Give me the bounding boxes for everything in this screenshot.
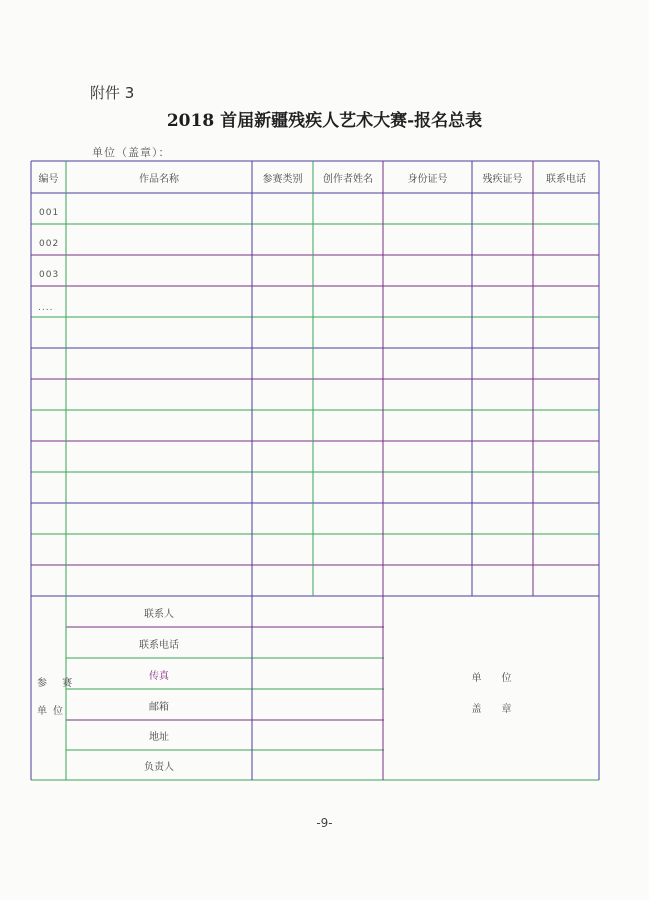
header-category: 参赛类别 (262, 174, 303, 185)
field-address: 地址 (149, 732, 169, 743)
field-email: 邮箱 (149, 701, 169, 713)
header-id-number: 身份证号 (407, 174, 448, 185)
header-work-name: 作品名称 (139, 174, 179, 185)
header-number: 编号 (38, 174, 59, 185)
field-contact-person: 联系人 (144, 608, 174, 620)
row-number: 002 (39, 239, 60, 249)
participant-label-bottom: 单位 (37, 706, 69, 717)
header-creator-name: 创作者姓名 (323, 174, 373, 185)
seal-stamp-text: 盖 章 (471, 703, 512, 715)
unit-seal-label: 单位（盖章）： (92, 146, 171, 159)
field-fax: 传真 (149, 670, 169, 682)
page-number: -9- (316, 816, 333, 830)
header-disability-cert: 残疾证号 (482, 174, 523, 185)
field-responsible-person: 负责人 (144, 762, 174, 773)
participant-label-top: 参 赛 (37, 678, 79, 689)
seal-unit-text: 单 位 (471, 672, 512, 684)
header-phone: 联系电话 (546, 174, 586, 185)
page-title: 2018 首届新疆残疾人艺术大赛-报名总表 (166, 111, 483, 131)
row-number: .... (38, 303, 54, 313)
attachment-label: 附件 3 (90, 84, 135, 102)
field-contact-phone: 联系电话 (139, 639, 179, 651)
row-number: 003 (39, 270, 60, 280)
row-number: 001 (39, 208, 60, 218)
